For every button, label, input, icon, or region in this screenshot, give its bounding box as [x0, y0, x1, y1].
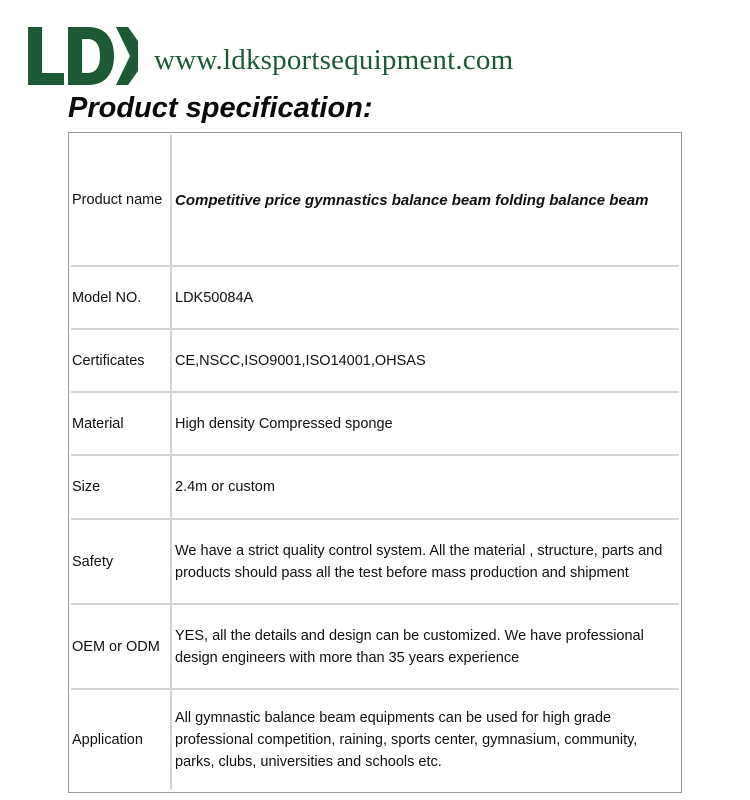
- spec-row-size: [71, 456, 679, 520]
- spec-value: YES, all the details and design can be customized. We have professional design engineers with more than 35 years experience: [175, 627, 644, 666]
- spec-value: CE,NSCC,ISO9001,ISO14001,OHSAS: [175, 352, 426, 369]
- spec-value: High density Compressed sponge: [175, 415, 393, 432]
- spec-label: Safety: [71, 520, 172, 603]
- spec-label: Application: [71, 690, 172, 790]
- spec-label: Size: [71, 456, 172, 518]
- spec-row-safety: [71, 520, 679, 605]
- spec-row-product-name: [71, 135, 679, 267]
- spec-label: Model NO.: [71, 267, 172, 328]
- spec-row-application: [71, 690, 679, 790]
- spec-row-certificates: [71, 330, 679, 393]
- spec-label: Material: [71, 393, 172, 454]
- spec-value: Competitive price gymnastics balance beam folding balance beam: [175, 191, 649, 209]
- spec-label: Certificates: [71, 330, 172, 391]
- spec-value: LDK50084A: [175, 289, 254, 306]
- spec-row-model: [71, 267, 679, 330]
- spec-value: All gymnastic balance beam equipments can be used for high grade professional competition, raining, sports center, gymnasium, community, parks, clubs, universities and schools etc.: [175, 710, 638, 770]
- spec-table: [68, 132, 682, 793]
- spec-row-material: [71, 393, 679, 456]
- spec-row-oem-odm: [71, 605, 679, 690]
- ldk-logo: [26, 25, 138, 87]
- spec-value: We have a strict quality control system. All the material , structure, parts and products should pass all the test before mass production and shipment: [175, 542, 663, 581]
- website-url[interactable]: www.ldksportsequipment.com: [154, 44, 514, 76]
- header: [0, 0, 750, 92]
- page-title: Product specification:: [68, 92, 373, 124]
- spec-label: OEM or ODM: [71, 605, 172, 688]
- spec-label: Product name: [71, 135, 172, 265]
- spec-value: 2.4m or custom: [175, 479, 275, 495]
